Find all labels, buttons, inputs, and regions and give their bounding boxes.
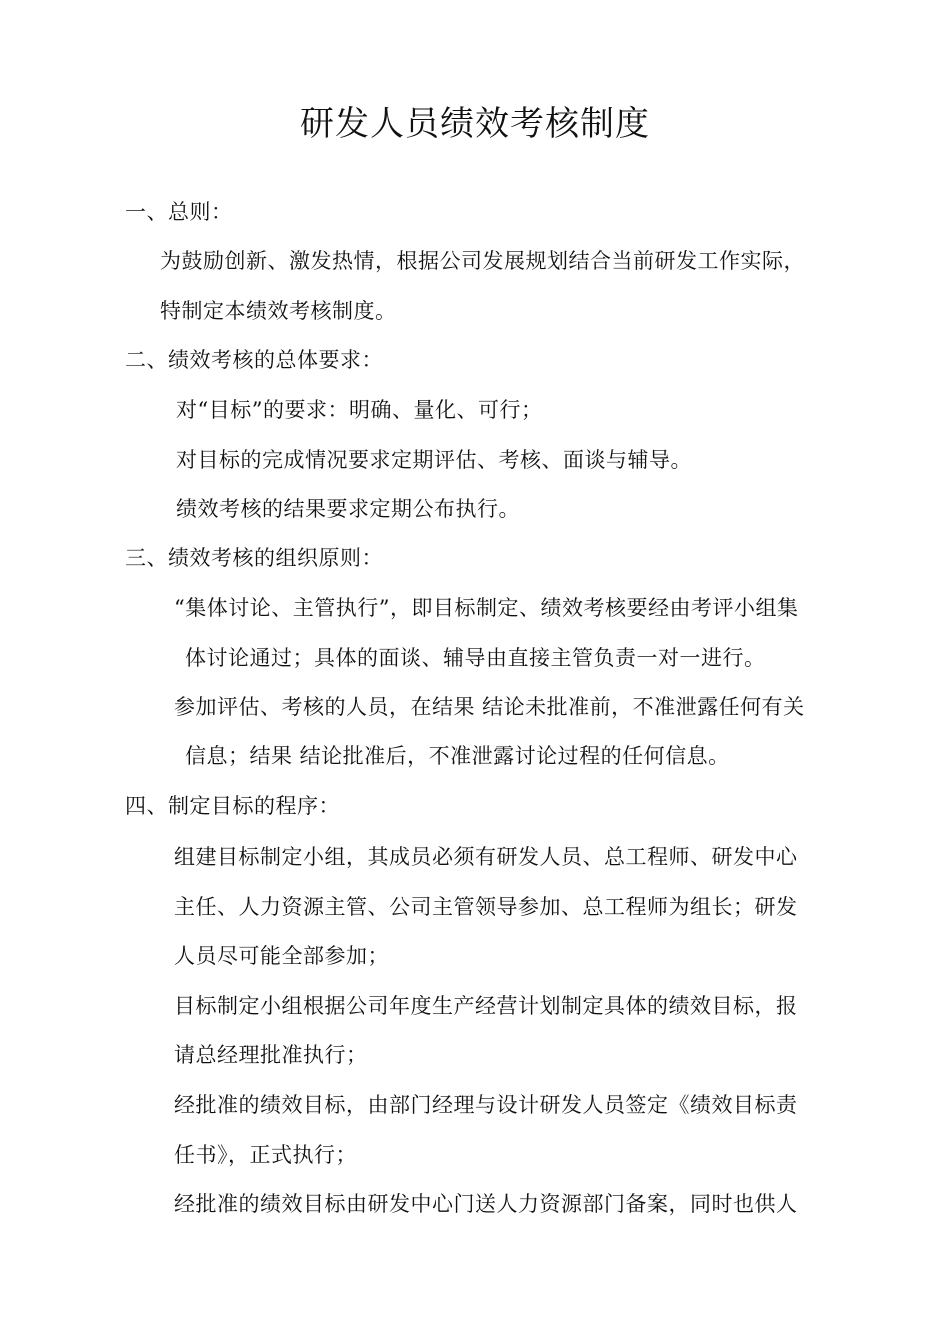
paragraph-line: 经批准的绩效目标，由部门经理与设计研发人员签定《绩效目标责 [174, 1093, 798, 1117]
paragraph-line: 请总经理批准执行； [174, 1043, 368, 1067]
paragraph-line: 绩效考核的结果要求定期公布执行。 [176, 497, 520, 521]
paragraph-line: 任书》，正式执行； [174, 1143, 357, 1167]
paragraph-line: “集体讨论、主管执行”，即目标制定、绩效考核要经由考评小组集 [174, 596, 799, 620]
section-heading-procedure: 四、制定目标的程序： [125, 794, 340, 818]
paragraph-line: 人员尽可能全部参加； [174, 944, 389, 968]
paragraph-line: 为鼓励创新、激发热情，根据公司发展规划结合当前研发工作实际， [160, 249, 805, 273]
document-title: 研发人员绩效考核制度 [300, 104, 650, 144]
paragraph-line: 体讨论通过；具体的面谈、辅导由直接主管负责一对一进行。 [185, 646, 766, 670]
paragraph-line: 目标制定小组根据公司年度生产经营计划制定具体的绩效目标，报 [174, 994, 798, 1018]
paragraph-line: 组建目标制定小组，其成员必须有研发人员、总工程师、研发中心 [174, 845, 798, 869]
paragraph-line: 信息；结果 结论批准后，不准泄露讨论过程的任何信息。 [185, 744, 730, 768]
paragraph-line: 对目标的完成情况要求定期评估、考核、面谈与辅导。 [176, 448, 692, 472]
paragraph-line: 主任、人力资源主管、公司主管领导参加、总工程师为组长；研发 [174, 895, 798, 919]
section-heading-principles: 三、绩效考核的组织原则： [125, 546, 383, 570]
paragraph-line: 参加评估、考核的人员，在结果 结论未批准前，不准泄露任何有关 [174, 695, 805, 719]
paragraph-line: 特制定本绩效考核制度。 [160, 299, 397, 323]
section-heading-requirements: 二、绩效考核的总体要求： [125, 348, 383, 372]
paragraph-line: 经批准的绩效目标由研发中心门送人力资源部门备案，同时也供人 [174, 1192, 798, 1216]
section-heading-general: 一、总则： [125, 200, 233, 224]
paragraph-line: 对“目标”的要求：明确、量化、可行； [176, 398, 543, 422]
